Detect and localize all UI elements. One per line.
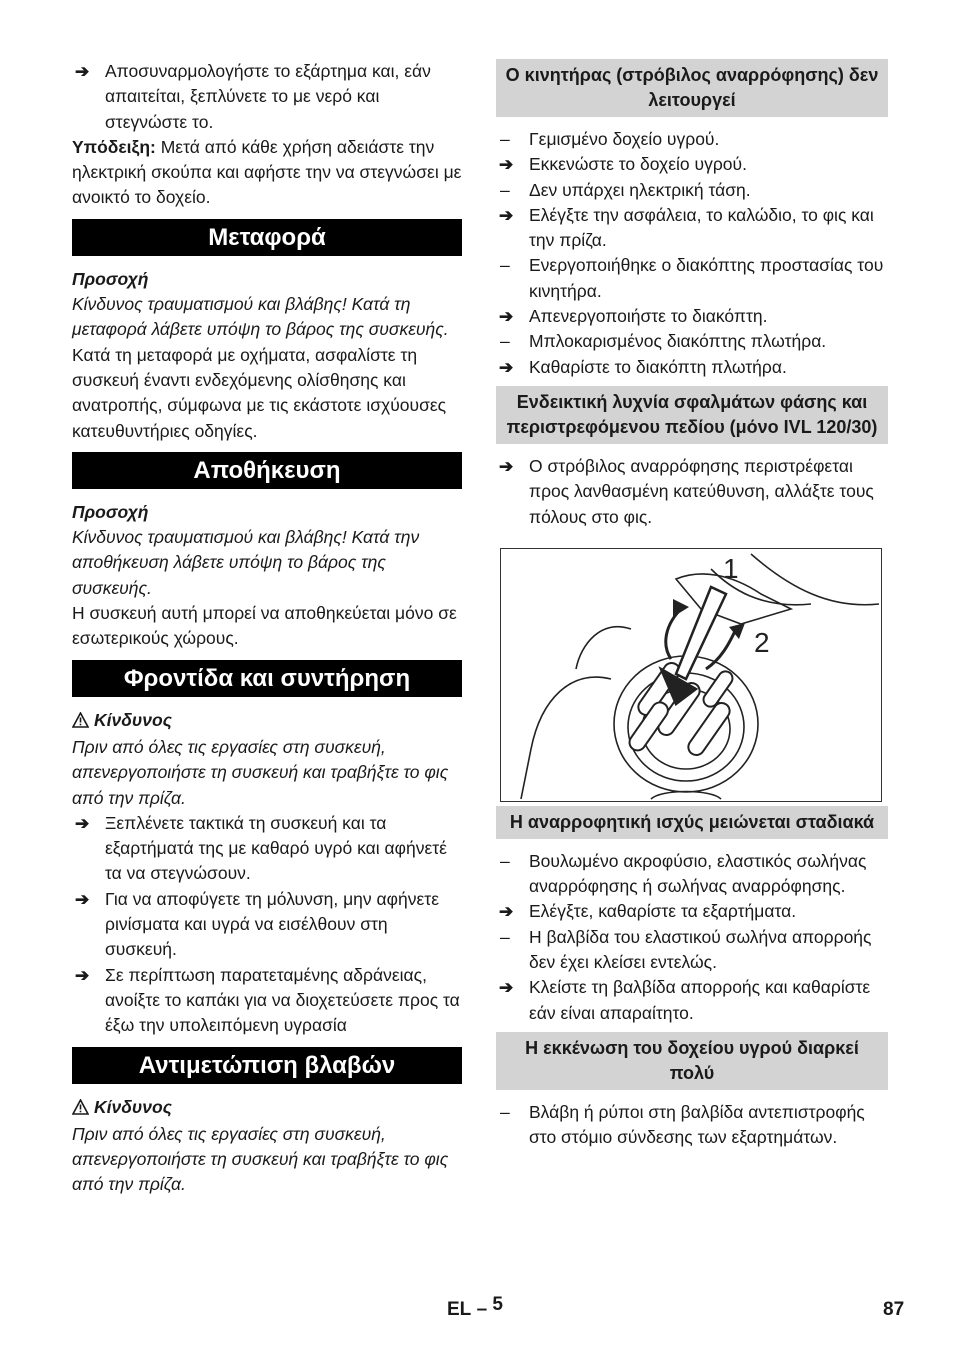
dash-marker: – bbox=[500, 850, 510, 871]
section-title-storage: Αποθήκευση bbox=[72, 452, 462, 489]
figure-label-2: 2 bbox=[754, 626, 770, 658]
phase-list bbox=[496, 454, 888, 530]
storage-body: Η συσκευή αυτή μπορεί να αποθηκεύεται μόνο σε εσωτερικούς χώρους. bbox=[72, 603, 457, 649]
section-title-troubleshooting: Αντιμετώπιση βλαβών bbox=[72, 1047, 462, 1084]
right-column bbox=[496, 59, 888, 1151]
section-title-care: Φροντίδα και συντήρηση bbox=[72, 660, 462, 697]
dash-marker: – bbox=[500, 1101, 510, 1122]
care-step: ➔ Για να αποφύγετε τη μόλυνση, μην αφήνετε ρινίσματα και υγρά να εισέλθουν στη συσκευή. bbox=[75, 888, 439, 960]
note-label: Υπόδειξη: bbox=[72, 136, 156, 157]
remedy-step: ➔ Κλείστε τη βαλβίδα απορροής και καθαρίστε εάν είναι απαραίτητο. bbox=[499, 977, 871, 1023]
dash-marker: – bbox=[500, 926, 510, 947]
remedy-step: ➔ Καθαρίστε το διακόπτη πλωτήρα. bbox=[496, 355, 888, 380]
remedy-step: ➔ Ελέγξτε, καθαρίστε τα εξαρτήματα. bbox=[496, 899, 888, 924]
suction-list bbox=[496, 849, 888, 1026]
footer-language-page: EL – 5 bbox=[447, 1294, 503, 1320]
plug-drawing bbox=[501, 549, 881, 801]
care-step: ➔ Ξεπλένετε τακτικά τη συσκευή και τα εξαρτήματά της με καθαρό υγρό και αφήνετέ τα να στεγνώσουν. bbox=[75, 812, 447, 884]
arrow-icon: ➔ bbox=[499, 357, 514, 377]
left-column bbox=[72, 59, 462, 1198]
danger-heading: Κίνδυνος bbox=[72, 1095, 462, 1122]
motor-list bbox=[496, 127, 888, 380]
arrow-icon: ➔ bbox=[499, 155, 514, 175]
arrow-icon: ➔ bbox=[499, 456, 514, 476]
arrow-icon: ➔ bbox=[499, 307, 514, 327]
cause-item: – Γεμισμένο δοχείο υγρού. bbox=[496, 127, 888, 152]
caution-label: Προσοχή bbox=[72, 501, 149, 522]
cause-item: – Δεν υπάρχει ηλεκτρική τάση. bbox=[496, 178, 888, 203]
arrow-icon: ➔ bbox=[75, 813, 90, 833]
figure-label-1: 1 bbox=[723, 552, 739, 584]
section-title-motor: Ο κινητήρας (στρόβιλος αναρρόφησης) δεν λειτουργεί bbox=[496, 59, 888, 117]
caution-text: Κίνδυνος τραυματισμού και βλάβης! Κατά τη μεταφορά λάβετε υπόψη το βάρος της συσκευής. bbox=[72, 294, 449, 340]
dash-marker: – bbox=[500, 179, 510, 200]
cause-item: – Η βαλβίδα του ελαστικού σωλήνα απορροής δεν έχει κλείσει εντελώς. bbox=[500, 926, 872, 973]
warning-icon bbox=[72, 1097, 94, 1122]
danger-heading: Κίνδυνος bbox=[72, 708, 462, 735]
arrow-icon: ➔ bbox=[499, 978, 514, 998]
section-title-transport: Μεταφορά bbox=[72, 219, 462, 256]
emptying-list bbox=[496, 1100, 888, 1151]
arrow-icon: ➔ bbox=[499, 902, 514, 922]
cause-item: – Μπλοκαρισμένος διακόπτης πλωτήρα. bbox=[496, 329, 888, 354]
plug-illustration bbox=[500, 548, 882, 802]
note-text: Μετά από κάθε χρήση αδειάστε την ηλεκτρική σκούπα και αφήστε την να στεγνώσει με ανοικτό το δοχείο. bbox=[72, 136, 462, 208]
note bbox=[72, 135, 462, 211]
section-title-phase: Ενδεικτική λυχνία σφαλμάτων φάσης και περιστρεφόμενου πεδίου (μόνο IVL 120/30) bbox=[496, 386, 888, 444]
dash-marker: – bbox=[500, 331, 510, 352]
arrow-icon: ➔ bbox=[75, 965, 90, 985]
arrow-icon: ➔ bbox=[499, 205, 514, 225]
section-title-emptying: Η εκκένωση του δοχείου υγρού διαρκεί πολύ bbox=[496, 1032, 888, 1090]
cause-item: – Βουλωμένο ακροφύσιο, ελαστικός σωλήνας αναρρόφησης ή σωλήνας αναρρόφησης. bbox=[500, 850, 867, 897]
care-step: ➔ Σε περίπτωση παρατεταμένης αδράνειας, ανοίξτε το καπάκι για να διοχετεύσετε προς τα έξω την υπολειπόμενη υγρασία bbox=[75, 964, 460, 1036]
arrow-icon: ➔ bbox=[75, 889, 90, 909]
warning-icon bbox=[72, 710, 94, 735]
danger-text: Πριν από όλες τις εργασίες στη συσκευή, απενεργοποιήστε τη συσκευή και τραβήξτε το φις από την πρίζα. bbox=[72, 1123, 449, 1195]
danger-text: Πριν από όλες τις εργασίες στη συσκευή, απενεργοποιήστε τη συσκευή και τραβήξτε το φις από την πρίζα. bbox=[72, 736, 449, 808]
remedy-step: ➔ Ο στρόβιλος αναρρόφησης περιστρέφεται προς λανθασμένη κατεύθυνση, αλλάξτε τους πόλους στο φις. bbox=[499, 455, 874, 527]
dash-marker: – bbox=[500, 129, 510, 149]
page-number: 87 bbox=[883, 1299, 905, 1320]
arrow-icon: ➔ bbox=[75, 62, 90, 81]
remedy-step: ➔ Ελέγξτε την ασφάλεια, το καλώδιο, το φις και την πρίζα. bbox=[499, 204, 874, 251]
cause-item: – Ενεργοποιήθηκε ο διακόπτης προστασίας του κινητήρα. bbox=[500, 255, 884, 301]
instruction-step: ➔ Αποσυναρμολογήστε το εξάρτημα και, εάν απαιτείται, ξεπλύνετε το με νερό και στεγνώστε το. bbox=[75, 61, 431, 132]
transport-body: Κατά τη μεταφορά με οχήματα, ασφαλίστε τη συσκευή έναντι ενδεχόμενης ολίσθησης και ανατροπής, σύμφωνα με τις εκάστοτε ισχύουσες κατευθυντήριες οδηγίες. bbox=[72, 344, 447, 441]
caution-text: Κίνδυνος τραυματισμού και βλάβης! Κατά την αποθήκευση λάβετε υπόψη το βάρος της συσκευής. bbox=[72, 527, 420, 598]
remedy-step: ➔ Απενεργοποιήστε το διακόπτη. bbox=[496, 304, 888, 329]
section-title-suction: Η αναρροφητική ισχύς μειώνεται σταδιακά bbox=[496, 806, 888, 839]
remedy-step: ➔ Εκκενώστε το δοχείο υγρού. bbox=[496, 152, 888, 177]
dash-marker: – bbox=[500, 255, 510, 276]
caution-label: Προσοχή bbox=[72, 268, 149, 289]
cause-item: – Βλάβη ή ρύποι στη βαλβίδα αντεπιστροφής στο στόμιο σύνδεσης των εξαρτημάτων. bbox=[500, 1101, 865, 1148]
